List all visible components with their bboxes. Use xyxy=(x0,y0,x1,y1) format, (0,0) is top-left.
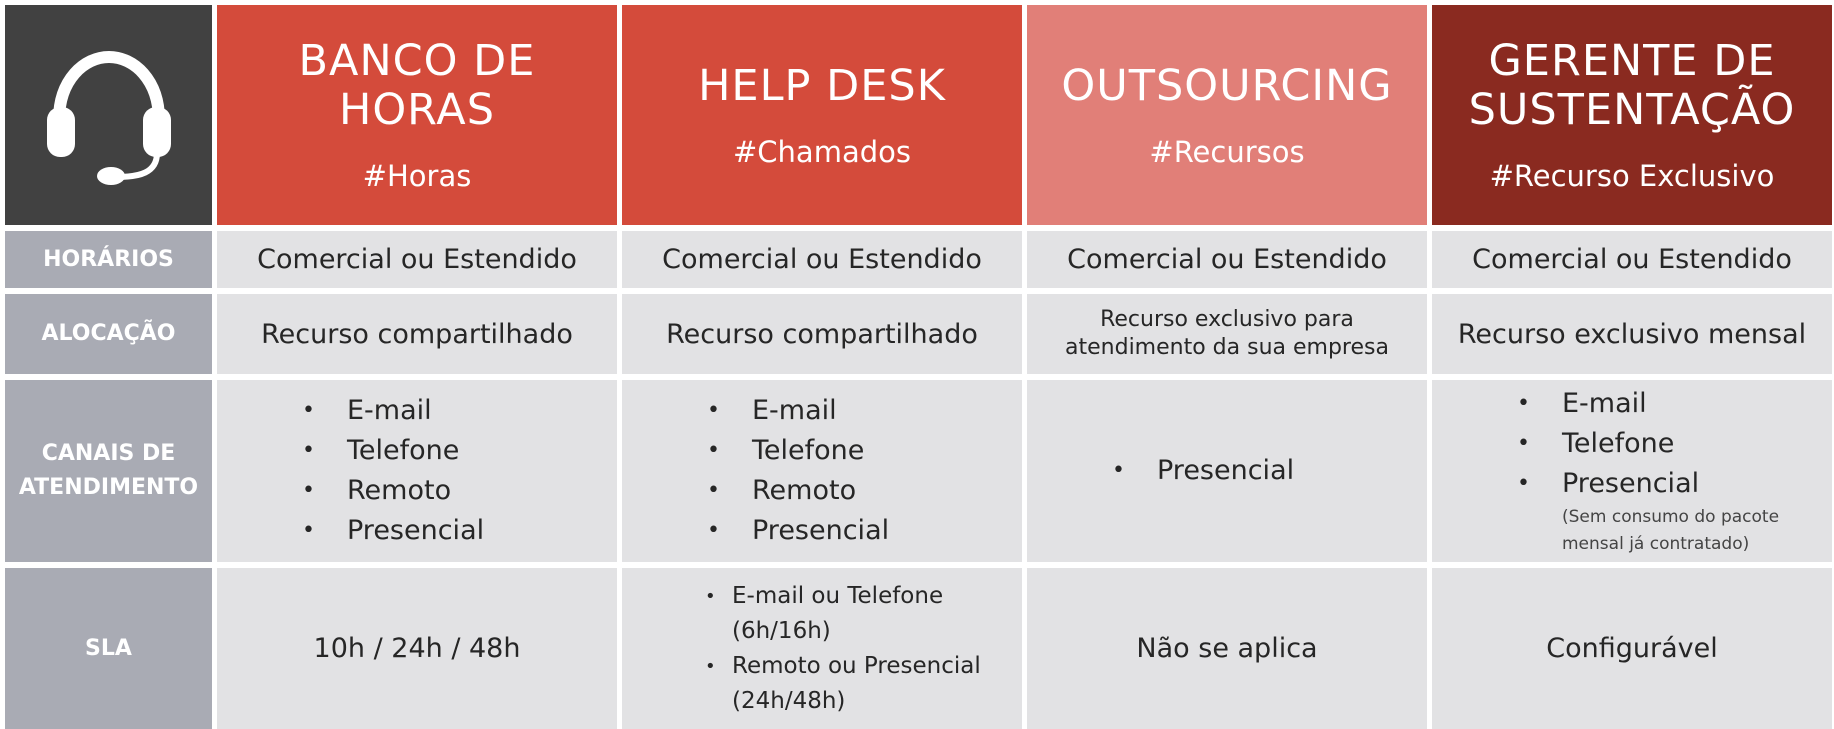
list-item: • Telefone xyxy=(347,431,607,471)
row-label-text: CANAIS DE ATENDIMENTO xyxy=(18,441,199,500)
sla-cell: 10h / 24h / 48h xyxy=(217,568,617,729)
horarios-cell: Comercial ou Estendido xyxy=(1432,231,1832,288)
column-header-banco xyxy=(217,5,617,225)
canais-cell xyxy=(1027,380,1427,562)
horarios-cell: Comercial ou Estendido xyxy=(217,231,617,288)
alocacao-cell: Recurso compartilhado xyxy=(217,294,617,374)
column-tag: #Recursos xyxy=(1149,134,1305,169)
row-label-horarios: HORÁRIOS xyxy=(5,231,212,288)
sla-cell xyxy=(622,568,1022,729)
corner-cell xyxy=(5,5,212,225)
list-item-text: Presencial xyxy=(1562,468,1700,499)
sla-cell: Configurável xyxy=(1432,568,1832,729)
canais-list xyxy=(1442,384,1822,558)
alocacao-text: Recurso exclusivo para atendimento da sua empresa xyxy=(1065,307,1389,360)
list-item-text: E-mail ou Telefone (6h/16h) xyxy=(732,582,944,644)
row-label-sla: SLA xyxy=(5,568,212,729)
list-item: • Presencial xyxy=(752,511,1012,551)
column-header-gerente xyxy=(1432,5,1832,225)
sla-list xyxy=(632,579,1012,719)
list-item: • Presencial xyxy=(347,511,607,551)
canais-cell xyxy=(622,380,1022,562)
row-label-canais xyxy=(5,380,212,562)
list-item: • Remoto xyxy=(347,471,607,511)
column-title: GERENTE DE SUSTENTAÇÃO xyxy=(1468,36,1796,135)
row-label-alocacao: ALOCAÇÃO xyxy=(5,294,212,374)
canais-list xyxy=(632,391,1012,551)
list-item xyxy=(732,649,1012,719)
list-item: • Remoto xyxy=(752,471,1012,511)
canais-list xyxy=(1037,451,1417,491)
column-header-helpdesk xyxy=(622,5,1022,225)
canais-list xyxy=(227,391,607,551)
column-header-outsourcing xyxy=(1027,5,1427,225)
column-tag: #Chamados xyxy=(733,134,911,169)
list-item: • Telefone xyxy=(752,431,1012,471)
canais-note: (Sem consumo do pacote mensal já contratado) xyxy=(1562,507,1780,554)
list-item: • E-mail xyxy=(347,391,607,431)
column-tag: #Recurso Exclusivo xyxy=(1489,159,1775,193)
column-title: BANCO DE HORAS xyxy=(298,36,536,135)
column-title: HELP DESK xyxy=(698,60,946,111)
column-tag: #Horas xyxy=(362,159,472,193)
canais-cell xyxy=(217,380,617,562)
comparison-table xyxy=(5,5,1832,729)
headset-icon xyxy=(39,45,179,185)
horarios-cell: Comercial ou Estendido xyxy=(622,231,1022,288)
horarios-cell: Comercial ou Estendido xyxy=(1027,231,1427,288)
canais-cell xyxy=(1432,380,1832,562)
list-item: • E-mail xyxy=(752,391,1012,431)
sla-cell: Não se aplica xyxy=(1027,568,1427,729)
list-item xyxy=(732,579,1012,649)
list-item: • E-mail xyxy=(1562,384,1822,424)
list-item xyxy=(1562,464,1822,558)
alocacao-cell: Recurso exclusivo mensal xyxy=(1432,294,1832,374)
alocacao-cell: Recurso compartilhado xyxy=(622,294,1022,374)
alocacao-cell xyxy=(1027,294,1427,374)
list-item: • Presencial xyxy=(1157,451,1417,491)
column-title: OUTSOURCING xyxy=(1061,60,1393,111)
list-item: • Telefone xyxy=(1562,424,1822,464)
list-item-text: Remoto ou Presencial (24h/48h) xyxy=(732,652,981,714)
